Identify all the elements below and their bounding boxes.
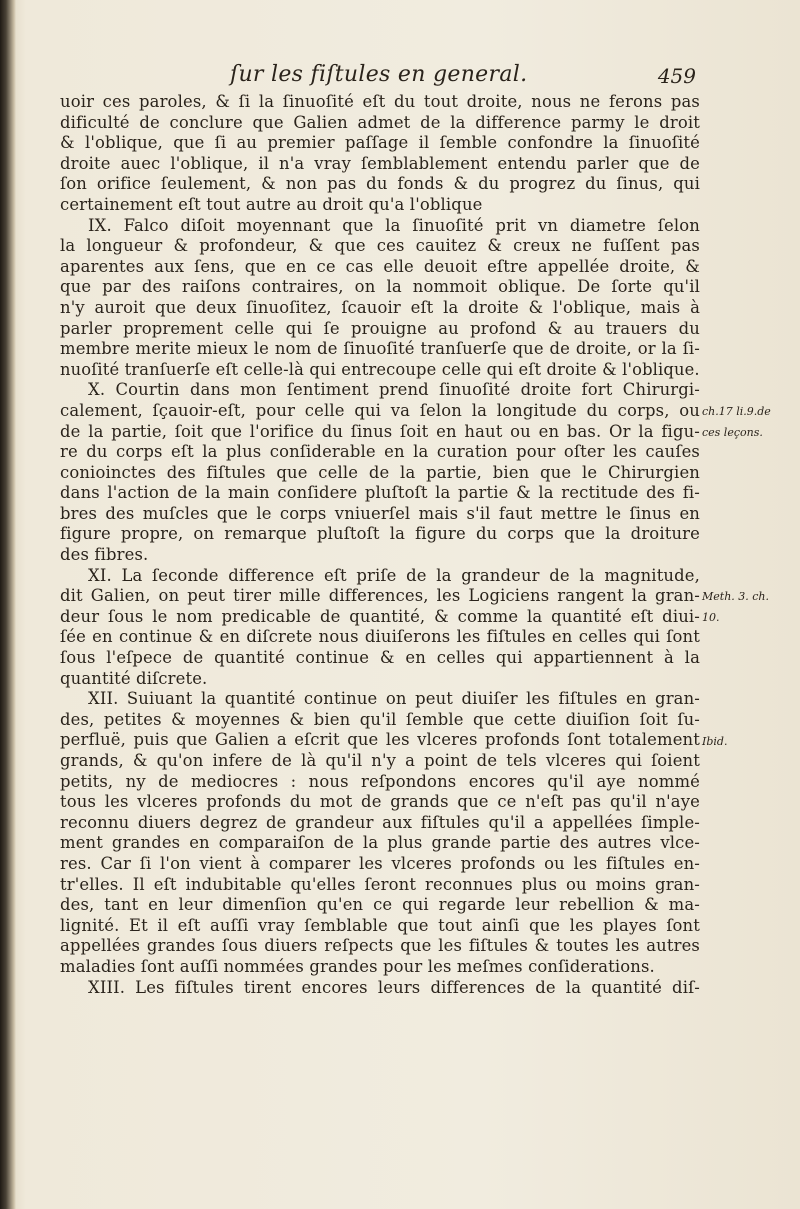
text-line: dificulté de conclure que Galien admet de la difference parmy le droit xyxy=(60,112,700,132)
margin-note: ch.17 li.9.de xyxy=(702,405,771,418)
running-title: ſur les fiſtules en general. xyxy=(230,62,528,87)
text-line: lignité. Et il eſt auſſi vray ſemblable que tout ainſi que les playes ſont xyxy=(60,915,700,935)
text-line: des, tant en leur dimenſion qu'en ce qui regarde leur rebellion & ma- xyxy=(60,895,700,915)
text-line: X. Courtin dans mon ſentiment prend ſinuoſité droite fort Chirurgi- xyxy=(88,380,700,400)
text-line: XIII. Les fiſtules tirent encores leurs differences de la quantité diſ- xyxy=(88,977,700,997)
text-line: XII. Suiuant la quantité continue on peut diuiſer les fiſtules en gran- xyxy=(88,689,700,709)
text-line: que par des raiſons contraires, on la nommoit oblique. De ſorte qu'il xyxy=(60,277,700,297)
text-line: aparentes aux ſens, que en ce cas elle deuoit eſtre appellée droite, & xyxy=(60,256,700,276)
text-line: des fibres. xyxy=(60,545,149,565)
page-number: 459 xyxy=(657,64,696,88)
text-line: appellées grandes ſous diuers reſpects que les fiſtules & toutes les autres xyxy=(60,936,700,956)
text-line: grands, & qu'on infere de là qu'il n'y a point de tels vlceres qui ſoient xyxy=(60,751,700,770)
text-line: reconnu diuers degrez de grandeur aux fiſtules qu'il a appellées ſimple- xyxy=(60,812,700,832)
text-line: tr'elles. Il eſt indubitable qu'elles ſeront reconnues plus ou moins gran- xyxy=(60,874,700,894)
text-line: dit Galien, on peut tirer mille differences, les Logiciens rangent la gran- xyxy=(60,586,700,606)
text-line: n'y auroit que deux ſinuoſitez, ſcauoir eſt la droite & l'oblique, mais à xyxy=(60,297,700,317)
text-line: maladies ſont auſſi nommées grandes pour les meſmes conſiderations. xyxy=(60,956,655,976)
margin-note: Meth. 3. ch. xyxy=(702,590,770,604)
text-line: bres des muſcles que le corps vniuerſel mais s'il faut mettre le ſinus en xyxy=(60,503,700,523)
text-line: res. Car ſi l'on vient à comparer les vlceres profonds ou les fiſtules en- xyxy=(60,853,700,873)
text-line: des, petites & moyennes & bien qu'il ſemble que cette diuiſion ſoit ſu- xyxy=(60,709,700,729)
text-line: ſous l'eſpece de quantité continue & en celles qui appartiennent à la xyxy=(60,648,700,668)
text-line: la longueur & profondeur, & que ces cauitez & creux ne fuſſent pas xyxy=(60,236,700,256)
text-line: parler proprement celle qui ſe prouigne au profond & au trauers du xyxy=(60,318,700,338)
text-line: certainement eſt tout autre au droit qu'a l'oblique xyxy=(60,194,483,214)
text-line: re du corps eſt la plus conſiderable en la curation pour oſter les cauſes xyxy=(60,442,700,462)
text-line: de la partie, ſoit que l'orifice du ſinus ſoit en haut ou en bas. Or la figu- xyxy=(60,421,700,441)
text-line: tous les vlceres profonds du mot de grands que ce n'eſt pas qu'il n'aye xyxy=(60,792,700,812)
text-line: calement, ſçauoir-eſt, pour celle qui va ſelon la longitude du corps, ou xyxy=(60,400,700,420)
text-line: ſon orifice ſeulement, & non pas du fonds & du progrez du ſinus, qui xyxy=(60,174,700,194)
text-line: dans l'action de la main conſidere pluſtoſt la partie & la rectitude des fi- xyxy=(60,483,700,503)
text-line: deur ſous le nom predicable de quantité, & comme la quantité eſt diui- xyxy=(60,606,700,626)
text-line: ment grandes en comparaiſon de la plus grande partie des autres vlce- xyxy=(60,833,700,853)
body-text xyxy=(60,92,700,998)
margin-note: ces leçons. xyxy=(702,425,763,439)
text-line: XI. La ſeconde difference eſt priſe de la grandeur de la magnitude, xyxy=(88,565,700,585)
text-line: figure propre, on remarque pluſtoſt la figure du corps que la droiture xyxy=(60,524,700,544)
text-line: perfluë, puis que Galien a eſcrit que les vlceres profonds ſont totalement xyxy=(60,730,700,750)
text-line: IX. Falco diſoit moyennant que la ſinuoſité prit vn diametre ſelon xyxy=(88,215,700,235)
text-line: conioinctes des fiſtules que celle de la partie, bien que le Chirurgien xyxy=(60,462,700,482)
text-line: membre merite mieux le nom de ſinuoſité tranſuerſe que de droite, or la ſi- xyxy=(60,339,700,359)
text-line: & l'oblique, que ſi au premier paſſage il ſemble confondre la ſinuoſité xyxy=(60,133,700,153)
margin-note: Ibid. xyxy=(702,734,728,748)
text-line: petits, ny de mediocres : nous reſpondons encores qu'il aye nommé xyxy=(60,771,700,791)
text-line: quantité diſcrete. xyxy=(60,668,208,688)
page-header xyxy=(60,62,700,96)
text-line: droite auec l'oblique, il n'a vray ſemblablement entendu parler que de xyxy=(60,153,700,173)
text-line: ſée en continue & en diſcrete nous diuiſerons les fiſtules en celles qui ſont xyxy=(60,627,700,647)
text-line: uoir ces paroles, & ſi la ſinuoſité eſt du tout droite, nous ne ferons pas xyxy=(60,92,700,111)
text-line: nuoſité tranſuerſe eſt celle-là qui entrecoupe celle qui eſt droite & l'oblique. xyxy=(60,359,700,379)
binding-gutter xyxy=(0,0,16,1209)
margin-note: 10. xyxy=(702,611,720,624)
